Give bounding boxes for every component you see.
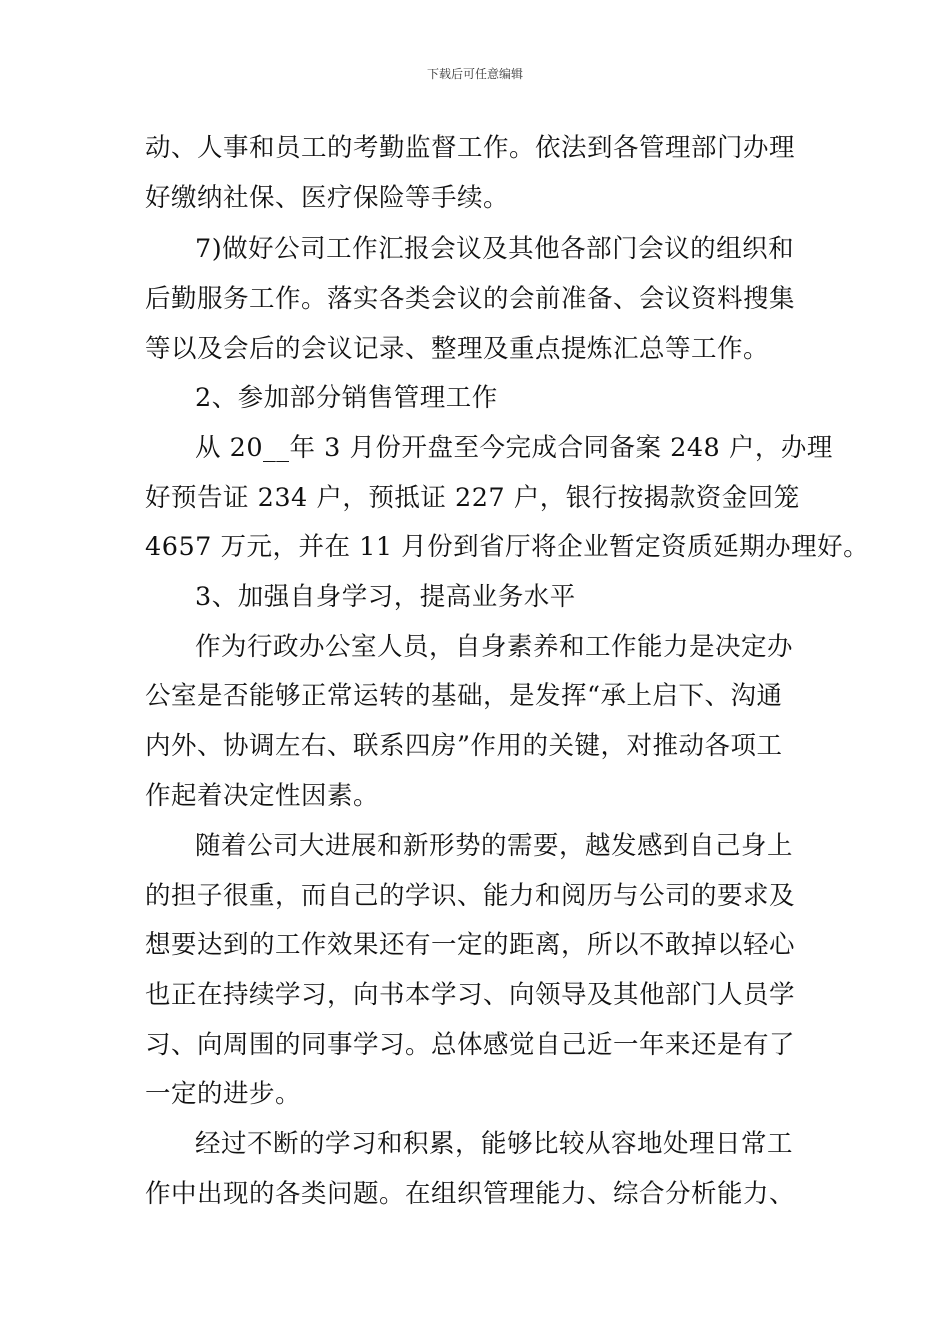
text-line: 作中出现的各类问题。在组织管理能力、综合分析能力、 (145, 1179, 796, 1209)
text-line: 动、人事和员工的考勤监督工作。依法到各管理部门办理 (145, 133, 796, 163)
section-heading: 3、加强自身学习，提高业务水平 (195, 582, 576, 612)
text-line: 的担子很重，而自己的学识、能力和阅历与公司的要求及 (145, 881, 796, 911)
text-line: 经过不断的学习和积累，能够比较从容地处理日常工 (195, 1129, 794, 1159)
text-line: 好缴纳社保、医疗保险等手续。 (145, 183, 510, 213)
text-line: 7)做好公司工作汇报会议及其他各部门会议的组织和 (195, 234, 795, 264)
section-heading: 2、参加部分销售管理工作 (195, 383, 498, 413)
text-line: 作起着决定性因素。 (145, 781, 380, 811)
page-header: 下载后可任意编辑 (426, 67, 523, 81)
text-line: 好预告证 234 户，预抵证 227 户，银行按揭款资金回笼 (145, 483, 800, 513)
text-line: 随着公司大进展和新形势的需要，越发感到自己身上 (195, 831, 794, 861)
text-line: 内外、协调左右、联系四房”作用的关键，对推动各项工 (145, 731, 783, 761)
text-line: 公室是否能够正常运转的基础，是发挥“承上启下、沟通 (145, 681, 783, 711)
text-line: 4657 万元，并在 11 月份到省厅将企业暂定资质延期办理好。 (145, 532, 870, 562)
text-line: 后勤服务工作。落实各类会议的会前准备、会议资料搜集 (145, 284, 796, 314)
text-line: 从 20__年 3 月份开盘至今完成合同备案 248 户，办理 (195, 433, 833, 463)
text-line: 也正在持续学习，向书本学习、向领导及其他部门人员学 (145, 980, 796, 1010)
text-line: 习、向周围的同事学习。总体感觉自己近一年来还是有了 (145, 1030, 796, 1060)
text-line: 等以及会后的会议记录、整理及重点提炼汇总等工作。 (145, 334, 770, 364)
text-line: 一定的进步。 (145, 1079, 302, 1109)
text-line: 作为行政办公室人员，自身素养和工作能力是决定办 (195, 632, 794, 662)
text-line: 想要达到的工作效果还有一定的距离，所以不敢掉以轻心 (145, 930, 796, 960)
